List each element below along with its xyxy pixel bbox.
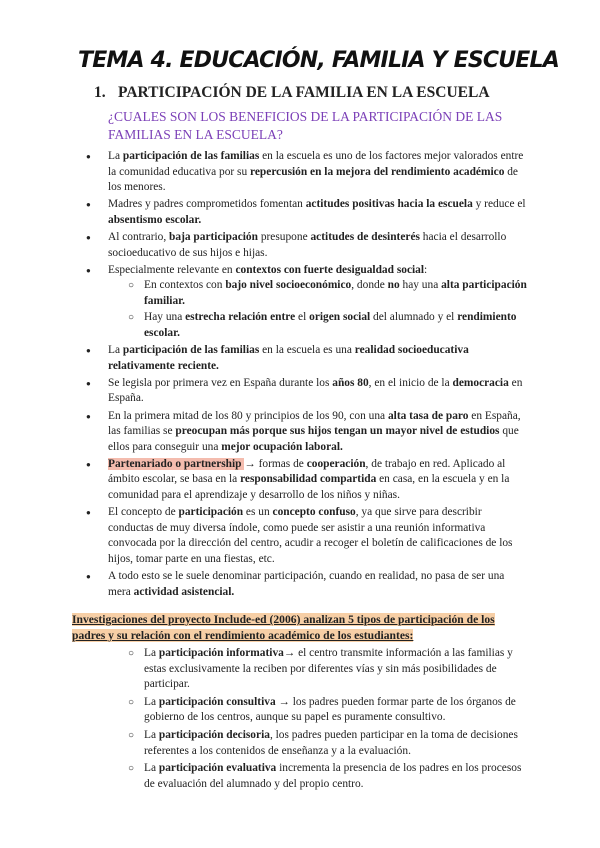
sub-list-item	[144, 310, 528, 341]
text: En la primera mitad de los 80 y principios de los 90, con una	[108, 409, 388, 422]
list-item	[144, 761, 528, 792]
text: Se legisla por primera vez en España durante los	[108, 376, 333, 389]
bold-text: participación decisoria	[158, 728, 270, 741]
text: , en el inicio de la	[368, 376, 453, 389]
text: y reduce el	[472, 198, 526, 211]
text: , los padres pueden participar en la toma de decisiones referentes a los contenidos de enseñanza y a la evaluación.	[144, 728, 518, 757]
text: hay una	[399, 279, 442, 292]
list-item	[108, 409, 528, 456]
text: el	[295, 311, 310, 324]
bold-text: participación evaluativa	[158, 762, 277, 775]
text: del alumnado y el	[370, 311, 458, 324]
bold-text: actividad asistencial.	[133, 585, 235, 598]
bold-text: actitudes de desinterés	[310, 230, 420, 243]
bold-text: alta participación familiar.	[144, 279, 527, 307]
bold-text: cooperación	[306, 457, 366, 470]
subheading-question: ¿CUALES SON LOS BENEFICIOS DE LA PARTICIPACIÓN DE LAS FAMILIAS EN LA ESCUELA?	[108, 109, 503, 142]
text: :	[424, 263, 428, 276]
page-title: TEMA 4. EDUCACIÓN, FAMILIA Y ESCUELA	[78, 48, 559, 73]
section-heading	[94, 84, 490, 102]
benefits-list	[108, 149, 528, 602]
bold-text: responsabilidad compartida	[240, 473, 377, 486]
list-item	[108, 457, 528, 504]
text: que ellos para conseguir una	[108, 425, 519, 453]
list-item	[108, 376, 528, 407]
section-title: PARTICIPACIÓN DE LA FAMILIA EN LA ESCUELA	[118, 84, 490, 101]
bold-text: baja participación	[169, 230, 258, 243]
text: en España.	[108, 376, 523, 405]
text: hacia el desarrollo socioeducativo de sus hijos e hijas.	[108, 230, 507, 259]
text: Especialmente relevante en	[108, 263, 236, 276]
text: La	[144, 647, 159, 659]
bold-text: mejor ocupación laboral.	[221, 440, 343, 453]
text: La	[144, 695, 159, 708]
bold-text: absentismo escolar.	[108, 213, 202, 226]
list-item	[108, 230, 528, 261]
bold-text: años 80	[332, 376, 369, 389]
sub-list-item	[144, 278, 528, 309]
text: , ya que sirve para describir conductas de muy diversa índole, como puede ser asistir a una reunión informativa convocada por la dirección del centro, acudir a recoger el boletín de calificaciones de los hijos, tomar parte en una fiestas, etc.	[108, 506, 513, 565]
text: presupone	[257, 230, 311, 243]
text: En contextos con	[144, 279, 226, 292]
text: → formas de	[244, 457, 307, 470]
text: en la escuela es uno de los factores mejor valorados entre la comunidad educativa por su	[108, 150, 524, 178]
bold-text: alta tasa de paro	[387, 409, 469, 422]
bold-text: estrecha relación entre	[185, 311, 296, 324]
bold-text: rendimiento escolar.	[144, 311, 517, 340]
text: Hay una	[144, 311, 186, 324]
section-number: 1.	[94, 84, 106, 101]
highlighted-heading-text: Investigaciones del proyecto Include-ed (2006) analizan 5 tipos de participación de los padres y su relación con el rendimiento académico de los estudiantes:	[72, 613, 495, 642]
list-item	[144, 695, 528, 726]
text: es un	[243, 506, 273, 519]
bold-text: contextos con fuerte desigualdad social	[235, 263, 425, 276]
bold-text: democracia	[452, 376, 509, 389]
bold-text: participación consultiva	[158, 695, 276, 708]
list-item	[108, 149, 528, 196]
participation-types-list	[144, 646, 528, 794]
text: incrementa la presencia de los padres en los procesos de evaluación del alumnado y del propio centro.	[144, 762, 522, 790]
bold-text: origen social	[309, 311, 371, 324]
text: A todo esto se le suele denominar participación, cuando en realidad, no pasa de ser una mera	[108, 569, 505, 598]
text: , donde	[351, 279, 388, 292]
text: de los menores.	[108, 165, 518, 194]
bold-text: bajo nivel socioeconómico	[225, 279, 352, 292]
text: La	[144, 728, 159, 741]
bold-text: repercusión en la mejora del rendimiento académico	[250, 165, 505, 178]
list-item	[108, 197, 528, 228]
text: La	[108, 344, 123, 357]
bold-text: actitudes positivas hacia la escuela	[305, 198, 473, 211]
highlighted-term: Partenariado o partnership	[108, 457, 245, 470]
bold-text: realidad socioeducativa relativamente reciente.	[108, 344, 469, 372]
text: en España, las familias se	[108, 409, 521, 438]
list-item	[108, 263, 528, 342]
text: en la escuela es una	[259, 344, 355, 357]
text: , de trabajo en red. Aplicado al ámbito escolar, se basa en la	[108, 457, 506, 486]
list-item	[144, 728, 528, 759]
text: Madres y padres comprometidos fomentan	[108, 198, 306, 211]
text: → el centro transmite información a las familias y estas exclusivamente la reciben por diferentes vías y sin más posibilidades de participar.	[144, 647, 513, 691]
bold-text: participación de las familias	[122, 344, 260, 357]
bold-text: no	[387, 279, 400, 292]
bold-text: preocupan más porque sus hijos tengan un mayor nivel de estudios	[175, 425, 500, 438]
investigation-heading	[72, 612, 528, 644]
text: Al contrario,	[108, 230, 170, 243]
text: El concepto de	[108, 506, 179, 519]
list-item	[144, 646, 528, 693]
text: La	[108, 150, 123, 162]
text: en casa, en la escuela y en la comunidad para el aprendizaje y desarrollo de los niños y niñas.	[108, 473, 510, 501]
bold-text: concepto confuso	[272, 506, 356, 519]
sub-list	[108, 278, 528, 341]
text: La	[144, 762, 159, 775]
list-item	[108, 343, 528, 374]
bold-text: participación de las familias	[122, 150, 260, 162]
bold-text: participación informativa	[158, 647, 284, 659]
list-item	[108, 569, 528, 600]
text: → los padres pueden formar parte de los órganos de gobierno de los centros, aunque su papel es puramente consultivo.	[144, 695, 516, 724]
bold-text: participación	[178, 506, 244, 519]
list-item	[108, 505, 528, 567]
